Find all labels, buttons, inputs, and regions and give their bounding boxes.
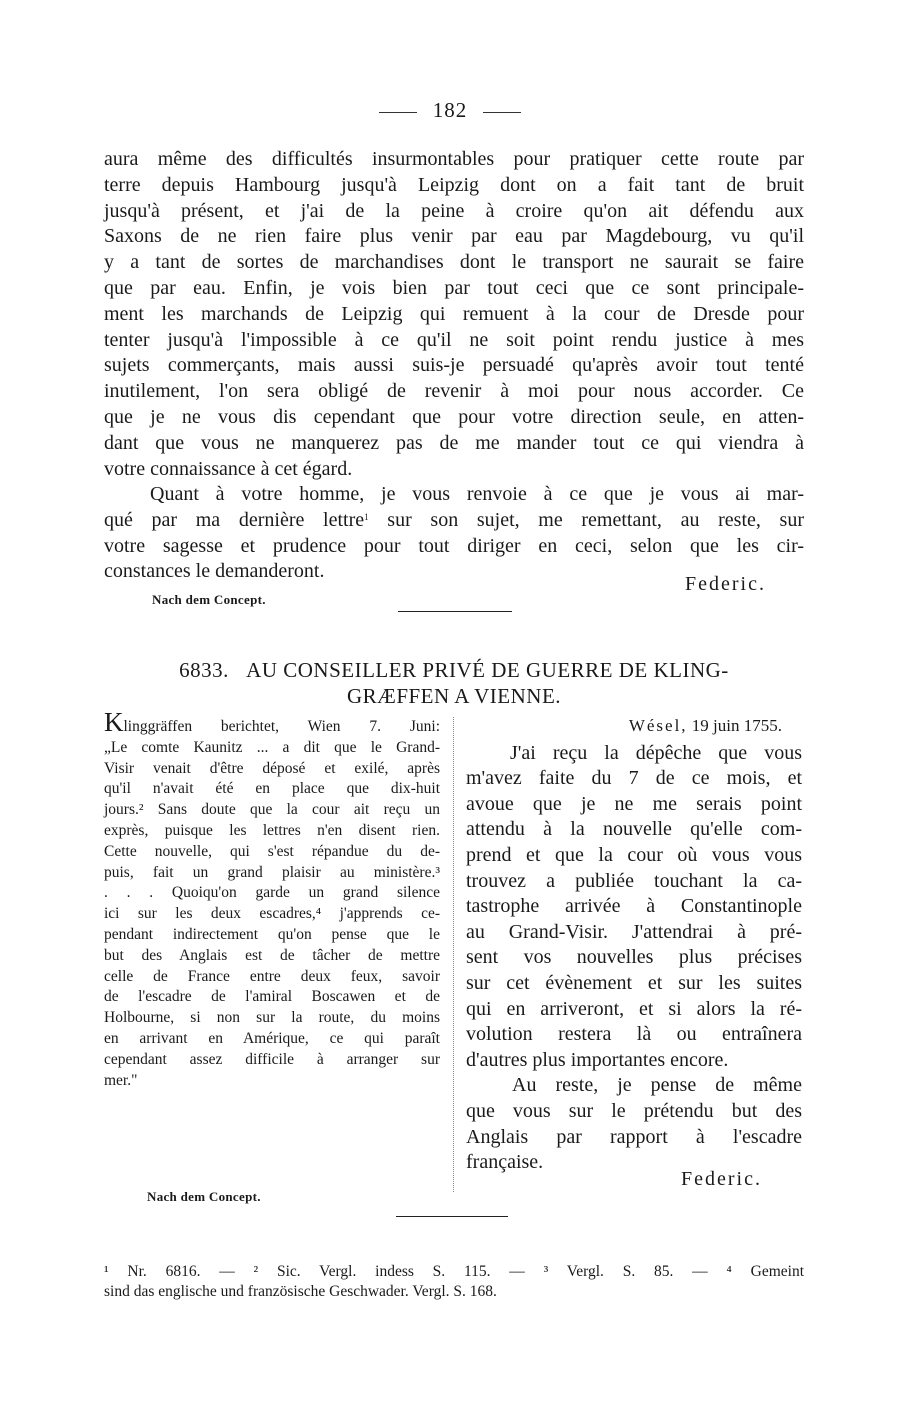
- text-line: celle de France entre deux feux, savoir: [104, 967, 440, 985]
- text-line: terre depuis Hambourg jusqu'à Leipzig dont on a fait tant de bruit: [104, 173, 804, 196]
- text-fragment: linggräffen berichtet, Wien 7. Juni:: [123, 718, 440, 735]
- dateline: [466, 713, 802, 739]
- heading-text: AU CONSEILLER PRIVÉ DE GUERRE DE KLING-: [246, 658, 729, 682]
- footnote-line: ¹ Nr. 6816. — ² Sic. Vergl. indess S. 115. — ³ Vergl. S. 85. — ⁴ Gemeint: [104, 1263, 804, 1280]
- text-line: mer.": [104, 1071, 138, 1089]
- letter2-paragraph-1: [466, 741, 802, 1074]
- text-line: attendu à la nouvelle qu'elle com-: [466, 818, 802, 841]
- text-line: jours.² Sans doute que la cour ait reçu un: [104, 801, 440, 819]
- text-line: ment les marchands de Leipzig qui remuent à la cour de Dresde pour: [104, 302, 804, 325]
- header-rule-right: [483, 112, 521, 113]
- letter2-source-note: Nach dem Concept.: [147, 1189, 261, 1204]
- letter2-heading: [104, 657, 804, 709]
- text-line: ici sur les deux escadres,⁴ j'apprends ce-: [104, 905, 440, 923]
- text-line: m'avez faite du 7 de ce mois, et: [466, 767, 802, 790]
- text-line: Au reste, je pense de même: [512, 1074, 802, 1097]
- text-line: de l'escadre de l'amiral Boscawen et de: [104, 988, 440, 1006]
- text-line: [104, 508, 804, 534]
- letter2-paragraph-2: [466, 1073, 802, 1175]
- text-line: Saxons de ne rien faire plus venir par eau par Magdebourg, vu qu'il: [104, 225, 804, 248]
- letter1-signature: Federic.: [685, 573, 766, 595]
- text-line: Visir venait d'être déposé et exilé, après: [104, 759, 440, 777]
- text-line: jusqu'à présent, et j'ai de la peine à croire qu'on ait défendu aux: [104, 199, 804, 222]
- text-line: cependant assez difficile à arranger sur: [104, 1050, 440, 1068]
- text-line: but des Anglais est de tâcher de mettre: [104, 946, 440, 964]
- heading-line: GRÆFFEN A VIENNE.: [346, 684, 562, 708]
- text-line: que vous sur le prétendu but des: [466, 1099, 802, 1122]
- letter1-paragraph-2: [104, 482, 804, 585]
- letter2-body: [466, 713, 802, 1176]
- text-line: française.: [466, 1151, 544, 1174]
- text-line: que par eau. Enfin, je vois bien par tout ceci que ce sont principale-: [104, 276, 804, 299]
- footnotes: [104, 1262, 804, 1302]
- footnote-line: sind das englische und französische Geschwader. Vergl. S. 168.: [104, 1283, 497, 1300]
- text-line: [104, 707, 440, 738]
- letter1-paragraph-1: [104, 147, 804, 482]
- text-line: puis, fait un grand plaisir au ministère.³: [104, 863, 440, 881]
- text-line: au Grand-Visir. J'attendrai à pré-: [466, 920, 802, 943]
- text-line: avoue que je ne me serais point: [466, 792, 802, 815]
- text-line: tastrophe arrivée à Constantinople: [466, 895, 802, 918]
- text-line: d'autres plus importantes encore.: [466, 1048, 729, 1071]
- text-line: tenter jusqu'à l'impossible à ce qu'il ne soit point rendu justice à mes: [104, 328, 804, 351]
- section-divider: [398, 611, 512, 612]
- report-summary: [104, 707, 440, 1091]
- column-separator: [453, 717, 454, 1192]
- text-line: sur cet évènement et sur les suites: [466, 971, 802, 994]
- text-line: sent vos nouvelles plus précises: [466, 946, 802, 969]
- text-line: en arrivant en Amérique, ce qui paraît: [104, 1029, 440, 1047]
- text-line: Holbourne, si non sur la route, du moins: [104, 1009, 440, 1027]
- text-line: sujets commerçants, mais aussi suis-je persuadé qu'après avoir tout tenté: [104, 354, 804, 377]
- text-line: „Le comte Kaunitz ... a dit que le Grand-: [104, 738, 440, 756]
- page-header: [0, 98, 900, 123]
- text-line: . . . Quoiqu'on garde un grand silence: [104, 884, 440, 902]
- text-line: que je ne vous dis cependant que pour votre direction seule, en atten-: [104, 405, 804, 428]
- header-rule-left: [379, 112, 417, 113]
- page-number: 182: [432, 98, 468, 122]
- dateline-place: Wésel,: [628, 716, 688, 735]
- letter2-signature: Federic.: [681, 1168, 762, 1190]
- text-line: volution restera là ou entraînera: [466, 1023, 802, 1046]
- text-line: votre sagesse et prudence pour tout diriger en ceci, selon que les cir-: [104, 534, 804, 557]
- text-line: pendant indirectement qu'on pense que le: [104, 925, 440, 943]
- letter-number: 6833.: [179, 658, 229, 682]
- text-fragment: sur son sujet, me remettant, au reste, sur: [368, 508, 804, 531]
- text-line: votre connaissance à cet égard.: [104, 457, 353, 480]
- text-line: qu'il n'avait été en place que dix-huit: [104, 780, 440, 798]
- text-line: dant que vous ne manquerez pas de me mander tout ce qui viendra à: [104, 431, 804, 454]
- letter1-source-note: Nach dem Concept.: [152, 592, 266, 607]
- text-fragment: qué par ma dernière lettre: [104, 508, 365, 531]
- text-line: inutilement, l'on sera obligé de revenir à moi pour nous accorder. Ce: [104, 380, 804, 403]
- text-line: Anglais par rapport à l'escadre: [466, 1125, 802, 1148]
- text-line: J'ai reçu la dépêche que vous: [510, 741, 802, 764]
- text-line: qui en arriveront, et si alors la ré-: [466, 997, 802, 1020]
- drop-initial: K: [104, 707, 124, 737]
- text-line: y a tant de sortes de marchandises dont le transport ne saurait se faire: [104, 251, 804, 274]
- heading-line: [104, 657, 804, 683]
- text-line: prend et que la cour où vous vous: [466, 843, 802, 866]
- text-line: constances le demanderont.: [104, 560, 325, 583]
- text-line: Quant à votre homme, je vous renvoie à ce que je vous ai mar-: [150, 483, 804, 505]
- text-line: aura même des difficultés insurmontables pour pratiquer cette route par: [104, 148, 804, 170]
- text-line: trouvez a publiée touchant la ca-: [466, 869, 802, 892]
- footnote-divider: [396, 1216, 508, 1217]
- text-line: Cette nouvelle, qui s'est répandue du de-: [104, 842, 440, 860]
- footnote-ref: 1: [364, 511, 369, 522]
- dateline-date: 19 juin 1755.: [691, 716, 782, 735]
- text-line: exprès, puisque les lettres n'en disent rien.: [104, 821, 440, 839]
